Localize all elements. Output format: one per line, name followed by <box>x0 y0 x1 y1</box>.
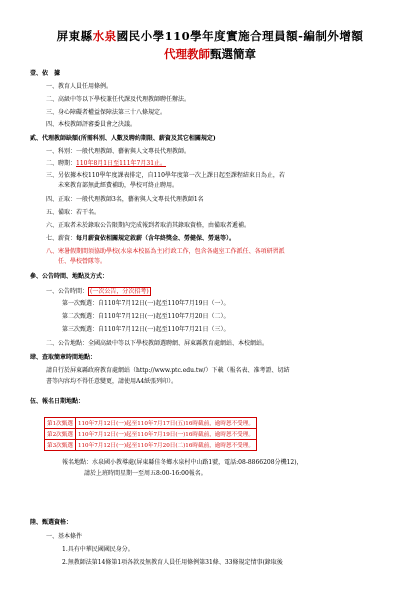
section2-item3-line1: 三、另依據本校110學年度課表排定，自110學年度第一次上課日起至課程結束日為止，若 <box>46 172 285 179</box>
section3-round3: 第三次甄選：自110年7月12日(一)起至110年7月21日（三）。 <box>62 326 230 333</box>
registration-round-label: 第2次甄選 <box>45 429 76 440</box>
section2-item5: 五、備取：若干名。 <box>46 209 101 216</box>
section2-item4: 四、正取：一般代理教師3名，藝術與人文專長代理教師1名 <box>46 196 204 203</box>
section5-location-line1: 報名地點：水泉國小教導處(屏東縣佳冬鄉水泉村中山路1號，電話:08-8866208分機12)， <box>62 459 303 466</box>
section1-item2: 二、高級中等以下學校兼任代課及代理教師聘任辦法。 <box>46 96 191 103</box>
registration-round-period: 110年7月12日(一)起至110年7月20日(二)16時截前，逾時恕不受理。 <box>75 440 256 451</box>
section3-item1: 一、公告時間： (一次公告，分次招考) <box>46 288 149 295</box>
section2-heading: 貳、代理教師缺額(所需科別、人數及聘約期限、薪資及其它相關規定) <box>30 135 216 142</box>
section2-item8-line2: 任、學校營隊等。 <box>46 258 107 265</box>
registration-round-label: 第3次甄選 <box>45 440 76 451</box>
table-row <box>45 418 257 429</box>
section6-item1: 一、基本條件 <box>46 533 83 540</box>
section4-line2: 書等內容均不得任意變更，請使用A4紙張列印）。 <box>46 378 178 385</box>
section4-heading: 肆、查取簡章時間地點： <box>30 354 97 361</box>
section2-item2: 二、聘期：110年8月1日至111年7月31止。 <box>46 160 167 167</box>
section2-item6: 六、正取者未於錄取公告限期內完成報到者取消其錄取資格，由備取者遞補。 <box>46 222 251 229</box>
section1-item1: 一、教育人員任用條例。 <box>46 83 113 90</box>
section2-item7: 七、薪資：每月薪資依相關規定敘薪（含年終獎金、勞健保、勞退等）。 <box>46 235 236 242</box>
table-row <box>45 440 257 451</box>
document-title-line2: 代理教師甄選簡章 <box>164 47 256 61</box>
section6-item1b: 2.無教師法第14條第1項各款及無教育人員任用條例第31條、33條規定情事(錄取後 <box>62 559 283 566</box>
section6-item1a: 1.具有中華民國國民身分。 <box>62 546 134 553</box>
section5-heading: 伍、報名日期地點： <box>30 398 85 405</box>
table-row <box>45 429 257 440</box>
section1-item4: 四、本校教師評審委員會之決議。 <box>46 121 137 128</box>
section3-round2: 第二次甄選：自110年7月12日(一)起至110年7月20日（二）。 <box>62 313 230 320</box>
section3-round1: 第一次甄選：自110年7月12日(一)起至110年7月19日（一）。 <box>62 300 230 307</box>
section2-item1: 一、科別：一般代理教師、藝術與人文專長代理教師。 <box>46 148 191 155</box>
section6-heading: 陸、甄選資格： <box>30 519 73 526</box>
section5-location-line2: 請於上班時間星期一至周五8:00-16:00報名。 <box>84 470 207 477</box>
registration-round-period: 110年7月12日(一)起至110年7月17日(五)16時截前，逾時恕不受理。 <box>75 418 256 429</box>
section1-item3: 三、身心障礙者權益保障法第三十八條規定。 <box>46 109 167 116</box>
section2-item3-line2: 未來教育部無此經費補助，學校可終止聘用。 <box>46 182 179 189</box>
registration-round-period: 110年7月12日(一)起至110年7月19日(一)16時截前，逾時恕不受理。 <box>75 429 256 440</box>
section3-heading: 參、公告時間、地點及方式： <box>30 273 109 280</box>
section2-item8-line1: 八、寒暑假期間須協助學校(水泉本校區為主)行政工作，包含各處室工作派任、各項研習派 <box>46 248 285 255</box>
section4-line1: 請自行於屏東縣政府教育處網站（http://www.ptc.edu.tw/）下載（報名表、准考證、切結 <box>46 367 290 374</box>
registration-round-label: 第1次甄選 <box>45 418 76 429</box>
registration-table <box>44 417 257 451</box>
section1-heading: 壹、依 據 <box>30 70 61 77</box>
document-title-line1: 屏東縣水泉國民小學110學年度實施合理員額-編制外增額 <box>56 29 364 43</box>
section3-item2: 二、公告地點：全國高級中等以下學校教師選聘網、屏東縣教育處網站、本校網站。 <box>46 340 269 347</box>
